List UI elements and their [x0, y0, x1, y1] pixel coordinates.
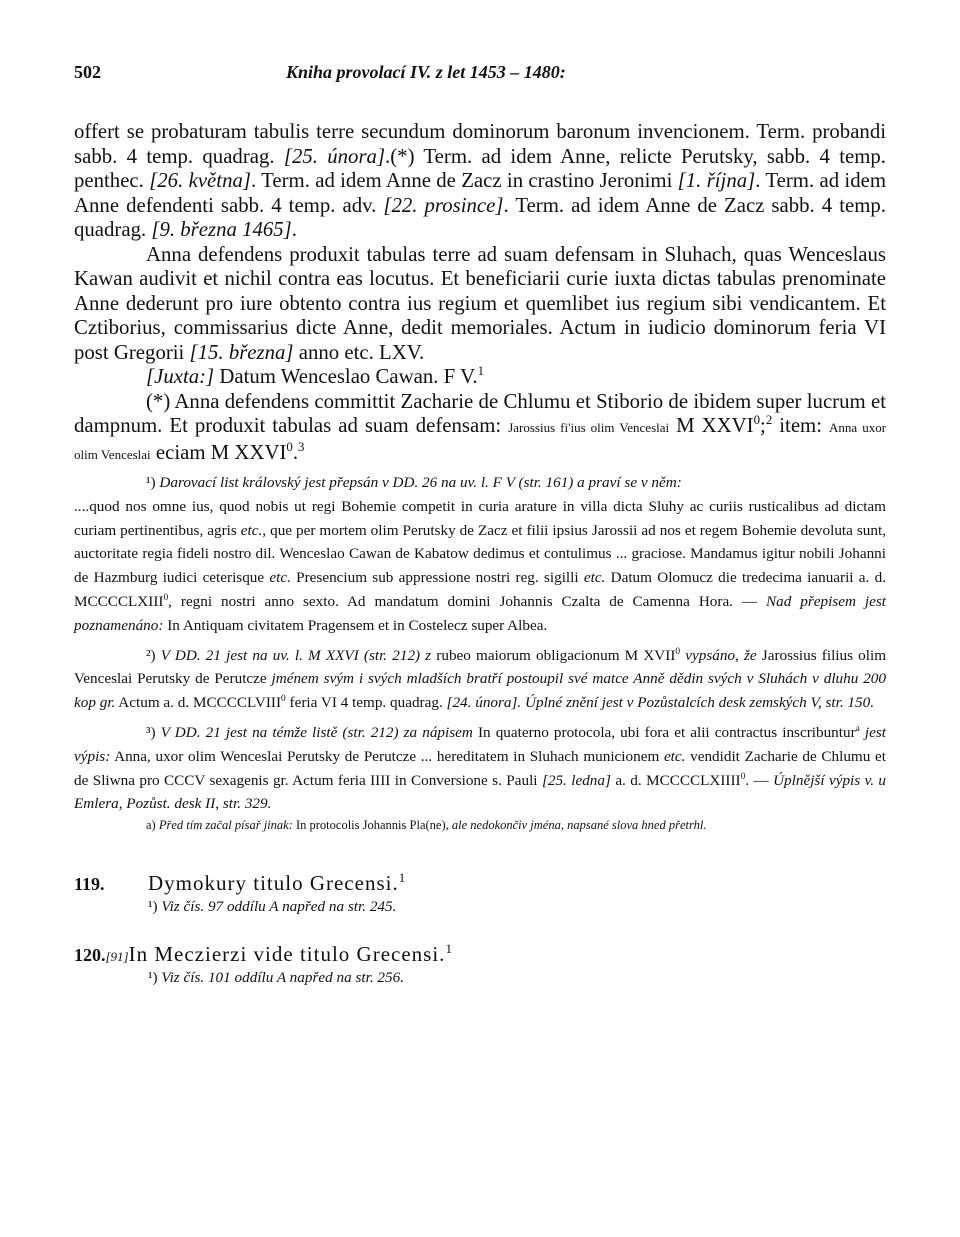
footnote-1: ¹) Darovací list královský jest přepsán v DD. 26 na uv. l. F V (str. 161) a praví se v něm: — [146, 474, 682, 491]
footnote-1-text: ....quod nos omne ius, quod nobis ut regi Bohemie competit in curia arature in villa dicta Sluhy ac curiis rusticalibus ad dictam curiam pertinentibus, agris etc., que per mortem olim Perutsky de Zacz et filii ipsius Jarossii ad nos et regem Bohemie devoluta sunt, auctoritate regia fideli nostro dil. Wenceslao Cawan de Kabatow dedimus et contulimus ... graciose. Mandamus igitur nobili Johanni de Hazmburg iudici ceterisque etc. Presencium sub appressione nostri reg. sigilli etc. Datum Olomucz die tredecima ianuarii a. d. MCCCCLXIII$^0$, regni nostri anno sexto. Ad mandatum domini Johannis Czalta de Camenna Hora. — Nad přepisem jest poznamenáno: In Antiquam civitatem Pragensem et in Costelecz super Albea. — [74, 497, 887, 634]
footnotes — [74, 471, 886, 835]
main-text — [74, 120, 886, 467]
entry-119 — [74, 871, 886, 916]
footnote-3: ³) V DD. 21 jest na témže listě (str. 212) za nápisem In quaterno protocola, ubi fora et alii contractus inscribuntur$^a$ jest výpis: Anna, uxor olim Wenceslai Perutsky de Perutcze ... hereditatem in Sluhach municionem etc. vendidit Zacharie de Chlumu et de Sliwna pro CCCV sexagenis gr. Actum feria IIII in Conversione s. Pauli [25. ledna] a. d. MCCCCLXIIII$^0$. — Úplnější výpis v. u Emlera, Pozůst. desk II, str. 329. — [74, 723, 887, 813]
entry-title: Dymokury titulo Grecensi.$^1$ — [148, 870, 407, 896]
running-title: Kniha provolací IV. z let 1453 – 1480: — [286, 62, 566, 82]
folio-mark: [91] — [105, 949, 129, 965]
entry-title: In Meczierzi vide titulo Grecensi.$^1$ — [128, 941, 453, 967]
footnote-2: ²) V DD. 21 jest na uv. l. M XXVI (str. 212) z rubeo maiorum obligacionum M XVII$^0$ vypsáno, že Jarossius filius olim Venceslai Perutsky de Perutcze jménem svým i svých mladších bratří postoupil své matce Anně dědin svých v Sluhách v dluhu 200 kop gr. Actum a. d. MCCCCLVIII$^0$ feria VI 4 temp. quadrag. [24. února]. Úplné znění jest v Pozůstalcích desk zemských V, str. 150. — [74, 646, 887, 712]
entry-120 — [74, 942, 886, 987]
footnote-a: a) Před tím začal písař jinak: In protocolis Johannis Pla(ne), ale nedokončiv jména, napsané slova hned přetrhl. — [146, 818, 707, 833]
paragraph-4: (*) Anna defendens committit Zacharie de Chlumu et Stiborio de ibidem super lucrum et dampnum. Et produxit tabulas ad suam defensam: Jarossius fi'ius olim Venceslai M XXVI$^0$;$^2$ item: Anna uxor olim Venceslai eciam M XXVI$^0$.$^3$ — [74, 389, 887, 464]
footnote-ref-1: 1 — [477, 364, 485, 379]
entry-number: 119. — [74, 874, 105, 895]
entry-note: ¹) Viz čís. 97 oddílu A napřed na str. 245. — [148, 898, 397, 916]
entry-note: ¹) Viz čís. 101 oddílu A napřed na str. 256. — [148, 969, 405, 987]
paragraph-1: offert se probaturam tabulis terre secundum dominorum baronum invencionem. Term. probandi sabb. 4 temp. quadrag. [25. února].(*) Term. ad idem Anne, relicte Perutsky, sabb. 4 temp. penthec. [26. května]. Term. ad idem Anne de Zacz in crastino Jeronimi [1. října]. Term. ad idem Anne defendenti sabb. 4 temp. adv. [22. prosince]. Term. ad idem Anne de Zacz sabb. 4 temp. quadrag. [9. března 1465]. — [74, 120, 887, 241]
paragraph-3: [Juxta:] Datum Wenceslao Cawan. F V.$^1$ — [146, 364, 485, 388]
entry-number: 120.[91] — [74, 945, 129, 966]
page-number: 502 — [74, 62, 101, 82]
footnote-ref-3: 3 — [298, 439, 305, 454]
page-header — [74, 62, 886, 90]
footnote-ref-2: 2 — [765, 413, 773, 428]
paragraph-2: Anna defendens produxit tabulas terre ad suam defensam in Sluhach, quas Wenceslaus Kawan audivit et nichil contra eas locutus. Et beneficiarii curie iuxta dictas tabulas prenominate Anne dederunt pro iure obtento contra ius regium et quemlibet ius regium sibi vendicantem. Et Cztiborius, commissarius dicte Anne, dedit memoriales. Actum in iudicio dominorum feria VI post Gregorii [15. března] anno etc. LXV. — [74, 242, 886, 364]
document-page — [74, 62, 886, 987]
